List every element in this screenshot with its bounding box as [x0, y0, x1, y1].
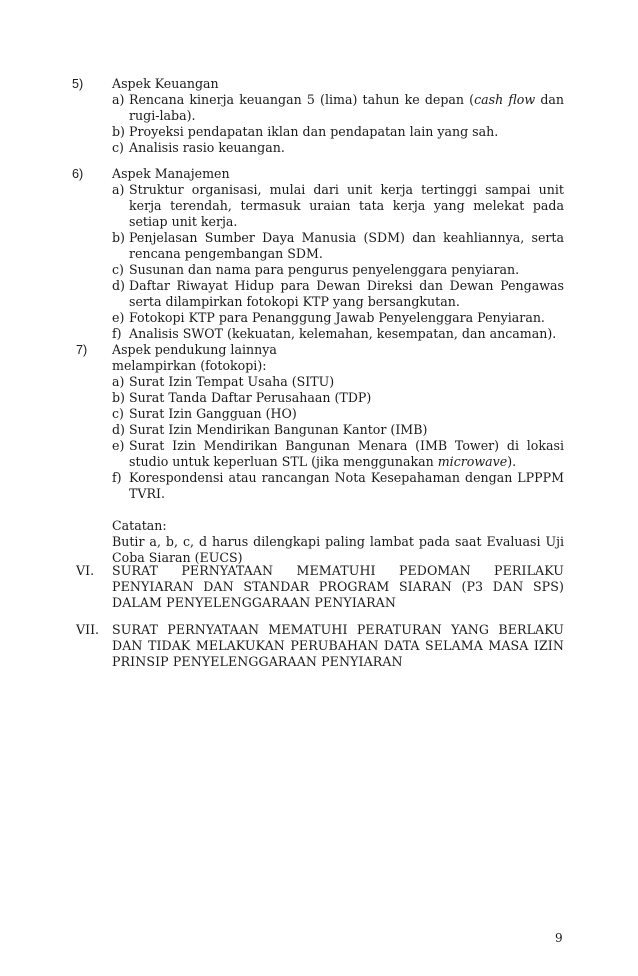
list-item	[112, 406, 564, 422]
section-number: 7)	[76, 343, 88, 357]
item-text: Daftar Riwayat Hidup para Dewan Direksi dan Dewan Pengawas serta dilampirkan fotokopi KTP yang bersangkutan.	[129, 278, 564, 309]
item-text: Proyeksi pendapatan iklan dan pendapatan lain yang sah.	[129, 124, 499, 139]
item-label: c)	[112, 262, 124, 277]
item-text: Fotokopi KTP para Penanggung Jawab Penyelenggara Penyiaran.	[129, 310, 545, 325]
item-label: a)	[112, 92, 125, 107]
item-label: b)	[112, 230, 125, 245]
item-label: e)	[112, 438, 125, 453]
item-label: a)	[112, 182, 125, 197]
list-item	[112, 278, 564, 310]
section-number: VI.	[76, 563, 95, 578]
list-item	[112, 326, 564, 342]
item-text-post: ).	[507, 454, 517, 469]
item-text: Struktur organisasi, mulai dari unit kerja tertinggi sampai unit kerja terendah, termasuk uraian tata kerja yang melekat pada setiap unit kerja.	[129, 182, 564, 229]
item-text: Surat Izin Gangguan (HO)	[129, 406, 297, 421]
item-label: c)	[112, 406, 124, 421]
item-text-post: dan rugi-laba).	[129, 92, 564, 123]
section-number: 6)	[72, 167, 84, 181]
section-title: Aspek pendukung lainnya	[112, 342, 277, 357]
item-text: Surat Izin Mendirikan Bangunan Kantor (IMB)	[129, 422, 428, 437]
item-text-pre: Rencana kinerja keuangan 5 (lima) tahun ke depan (	[129, 92, 475, 107]
list-item	[112, 124, 564, 140]
list-item	[112, 310, 564, 326]
list-item	[112, 422, 564, 438]
item-label: f)	[112, 326, 122, 341]
section-subtitle: melampirkan (fotokopi):	[112, 358, 267, 373]
section-title: Aspek Manajemen	[112, 166, 230, 181]
list-item	[112, 374, 564, 390]
list-item	[112, 390, 564, 406]
item-text-pre: Surat Izin Mendirikan Bangunan Menara (IMB Tower) di lokasi studio untuk keperluan STL (jika menggunakan	[129, 438, 564, 469]
item-text-emphasis: microwave	[437, 454, 508, 469]
item-text: Susunan dan nama para pengurus penyelenggara penyiaran.	[129, 262, 520, 277]
item-text-emphasis: cash flow	[474, 92, 536, 107]
section-number: VII.	[76, 622, 100, 637]
item-text: Korespondensi atau rancangan Nota Kesepahaman dengan LPPPM TVRI.	[129, 470, 564, 501]
item-text: Penjelasan Sumber Daya Manusia (SDM) dan keahliannya, serta rencana pengembangan SDM.	[129, 230, 564, 261]
item-label: d)	[112, 422, 125, 437]
section-number: 5)	[72, 77, 84, 91]
list-item	[112, 92, 564, 124]
section-heading: SURAT PERNYATAAN MEMATUHI PEDOMAN PERILAKU PENYIARAN DAN STANDAR PROGRAM SIARAN (P3 DAN SPS) DALAM PENYELENGGARAAN PENYIARAN	[112, 563, 564, 610]
section-heading: SURAT PERNYATAAN MEMATUHI PERATURAN YANG BERLAKU DAN TIDAK MELAKUKAN PERUBAHAN DATA SELAMA MASA IZIN PRINSIP PENYELENGGARAAN PENYIARAN	[112, 622, 564, 669]
list-item	[112, 182, 564, 230]
list-item	[112, 262, 564, 278]
item-text: Analisis rasio keuangan.	[129, 140, 285, 155]
item-label: b)	[112, 124, 125, 139]
item-label: c)	[112, 140, 124, 155]
item-label: b)	[112, 390, 125, 405]
item-text: Analisis SWOT (kekuatan, kelemahan, kesempatan, dan ancaman).	[129, 326, 557, 341]
item-label: d)	[112, 278, 125, 293]
list-item	[112, 438, 564, 470]
list-item	[112, 470, 564, 502]
page-number: 9	[555, 931, 563, 945]
item-label: f)	[112, 470, 122, 485]
note-text: Butir a, b, c, d harus dilengkapi paling lambat pada saat Evaluasi Uji Coba Siaran (EUCS)	[112, 534, 564, 565]
list-item	[112, 140, 564, 156]
item-label: e)	[112, 310, 125, 325]
item-label: a)	[112, 374, 125, 389]
item-text: Surat Tanda Daftar Perusahaan (TDP)	[129, 390, 372, 405]
item-text: Surat Izin Tempat Usaha (SITU)	[129, 374, 335, 389]
note-title: Catatan:	[112, 518, 167, 533]
list-item	[112, 230, 564, 262]
section-title: Aspek Keuangan	[112, 76, 219, 91]
